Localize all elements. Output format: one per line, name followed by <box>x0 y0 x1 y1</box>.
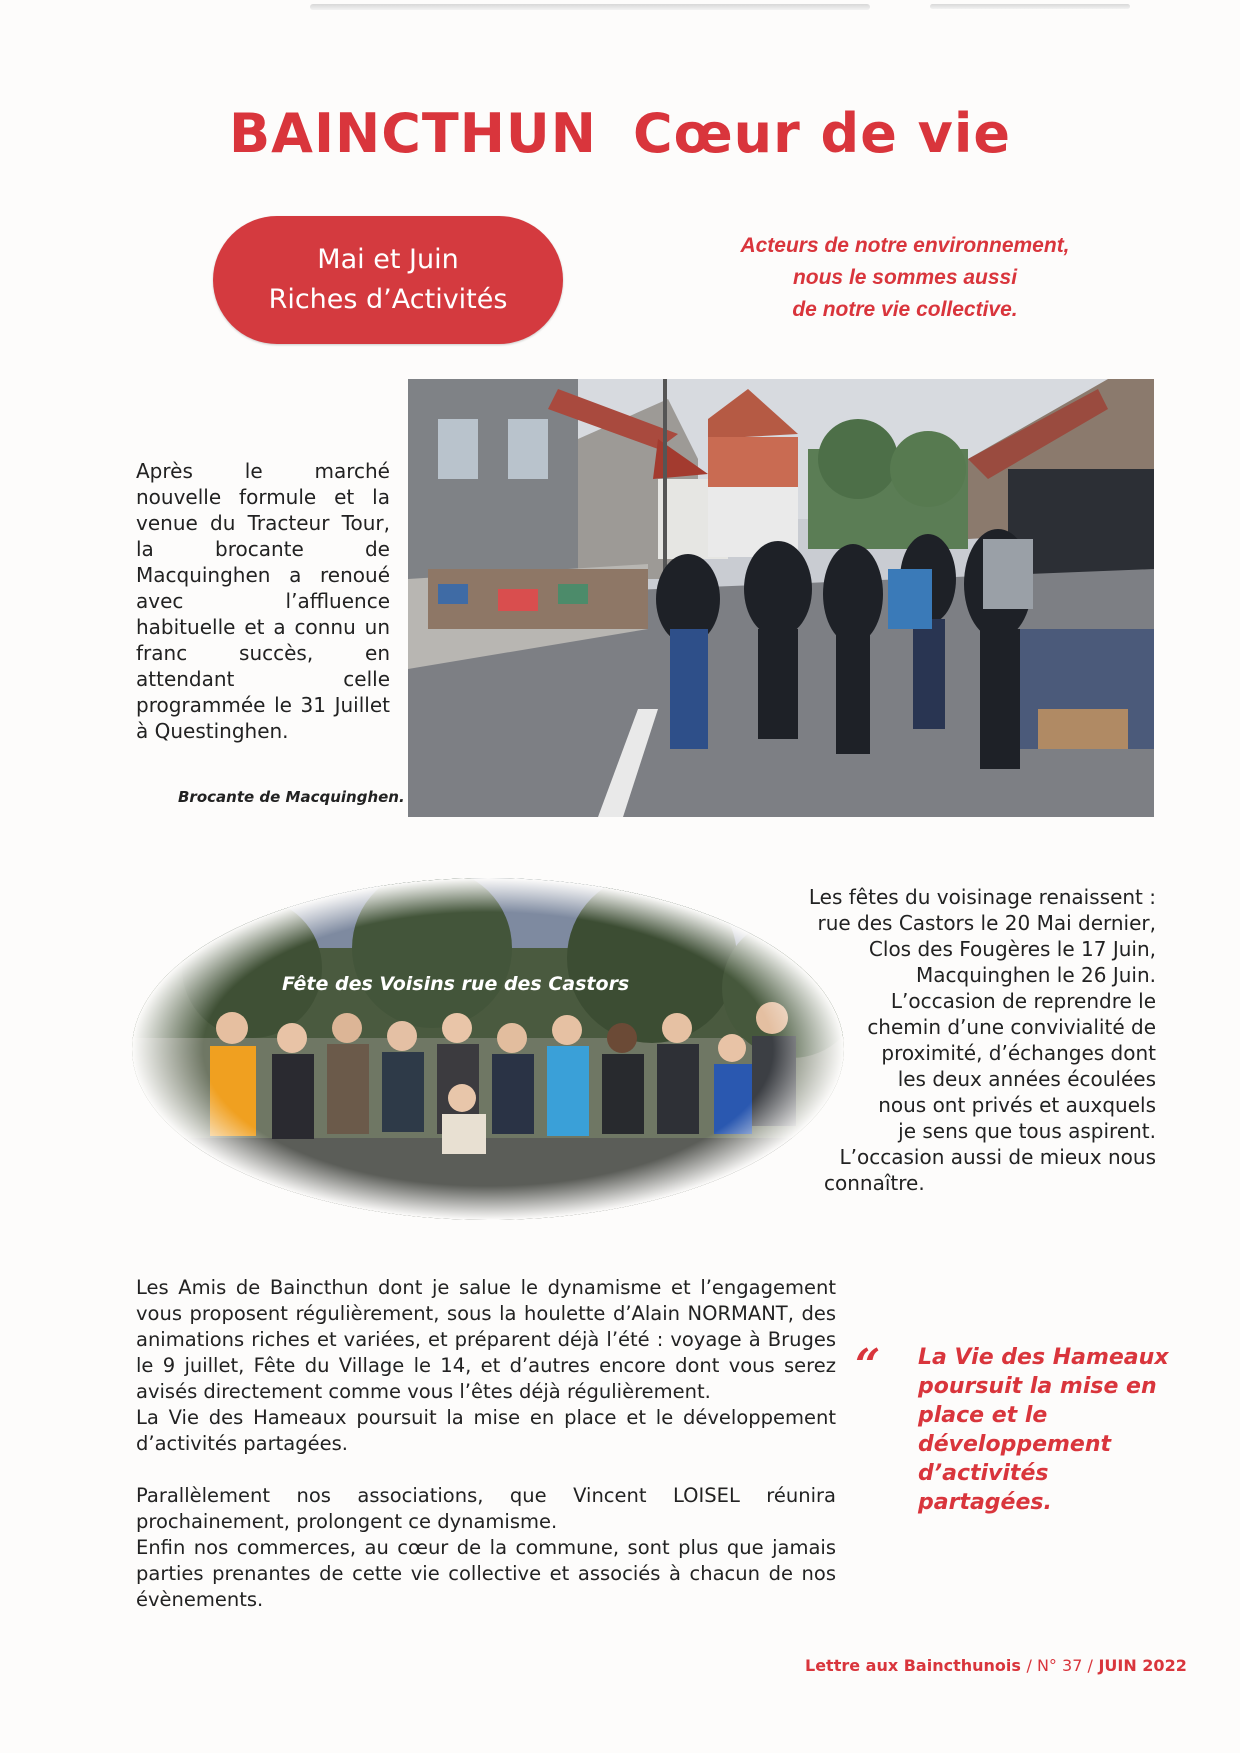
voisins-line: rue des Castors le 20 Mai dernier, <box>817 911 1156 935</box>
tagline <box>680 230 1130 326</box>
body-paragraph: Enfin nos commerces, au cœur de la commune, sont plus que jamais parties prenantes de cette vie collective et associés à chacun de nos évènements. <box>136 1536 836 1611</box>
voisins-line: proximité, d’échanges dont <box>881 1041 1156 1065</box>
voisins-line: L’occasion aussi de mieux nous <box>839 1145 1156 1169</box>
voisins-line: connaître. <box>824 1171 925 1195</box>
scan-edge <box>930 4 1130 9</box>
body-paragraph: Les Amis de Baincthun dont je salue le dynamisme et l’engagement vous proposent régulièrement, sous la houlette d’Alain NORMANT, des animations riches et variées, et préparent déjà l’été : voyage à Bruges le 9 juillet, Fête du Village le 14, et d’autres encore dont vous serez avisés directement comme vous l’êtes déjà régulièrement. <box>136 1276 836 1403</box>
brocante-text: Après le marché nouvelle formule et la venue du Tracteur Tour, la brocante de Macquinghen a renoué avec l’affluence habituelle et a connu un franc succès, en attendant celle programmée le 31 Juillet à Questinghen. <box>136 459 390 743</box>
brocante-photo <box>408 379 1154 817</box>
tagline-line-2: nous le sommes aussi <box>792 266 1018 289</box>
voisins-line: les deux années écoulées <box>897 1067 1156 1091</box>
main-body <box>136 1275 836 1613</box>
tagline-line-3: de notre vie collective. <box>792 298 1018 321</box>
voisins-line: je sens que tous aspirent. <box>898 1119 1156 1143</box>
title-subtitle: Cœur de vie <box>632 102 1011 165</box>
banner-line-2: Riches d’Activités <box>268 284 508 315</box>
pull-quote: La Vie des Hameaux poursuit la mise en place et le développement d’activités partagées. <box>918 1345 1169 1515</box>
brocante-caption: Brocante de Macquinghen. <box>178 788 405 806</box>
body-paragraph: Parallèlement nos associations, que Vincent LOISEL réunira prochainement, prolongent ce dynamisme. <box>136 1484 836 1533</box>
voisins-line: nous ont privés et auxquels <box>878 1093 1156 1117</box>
voisins-text <box>700 884 1156 1196</box>
page-footer <box>805 1656 1187 1675</box>
footer-issue: / N° 37 / <box>1026 1656 1093 1675</box>
voisins-line: Macquinghen le 26 Juin. <box>915 963 1156 987</box>
footer-publication: Lettre aux Baincthunois <box>805 1656 1021 1675</box>
page-title <box>0 102 1240 165</box>
voisins-line: Clos des Fougères le 17 Juin, <box>868 937 1156 961</box>
tagline-line-1: Acteurs de notre environnement, <box>740 234 1070 257</box>
footer-date: JUIN 2022 <box>1098 1656 1187 1675</box>
voisins-line: L’occasion de reprendre le <box>890 989 1156 1013</box>
section-banner <box>213 216 563 344</box>
scan-edge <box>310 4 870 10</box>
title-town: BAINCTHUN <box>229 102 597 165</box>
body-paragraph: La Vie des Hameaux poursuit la mise en place et le développement d’activités partagées. <box>136 1406 836 1455</box>
banner-line-1: Mai et Juin <box>317 244 459 275</box>
quote-mark-icon: “ <box>855 1340 881 1391</box>
voisins-line: chemin d’une convivialité de <box>867 1015 1156 1039</box>
voisins-line: Les fêtes du voisinage renaissent : <box>808 885 1156 909</box>
